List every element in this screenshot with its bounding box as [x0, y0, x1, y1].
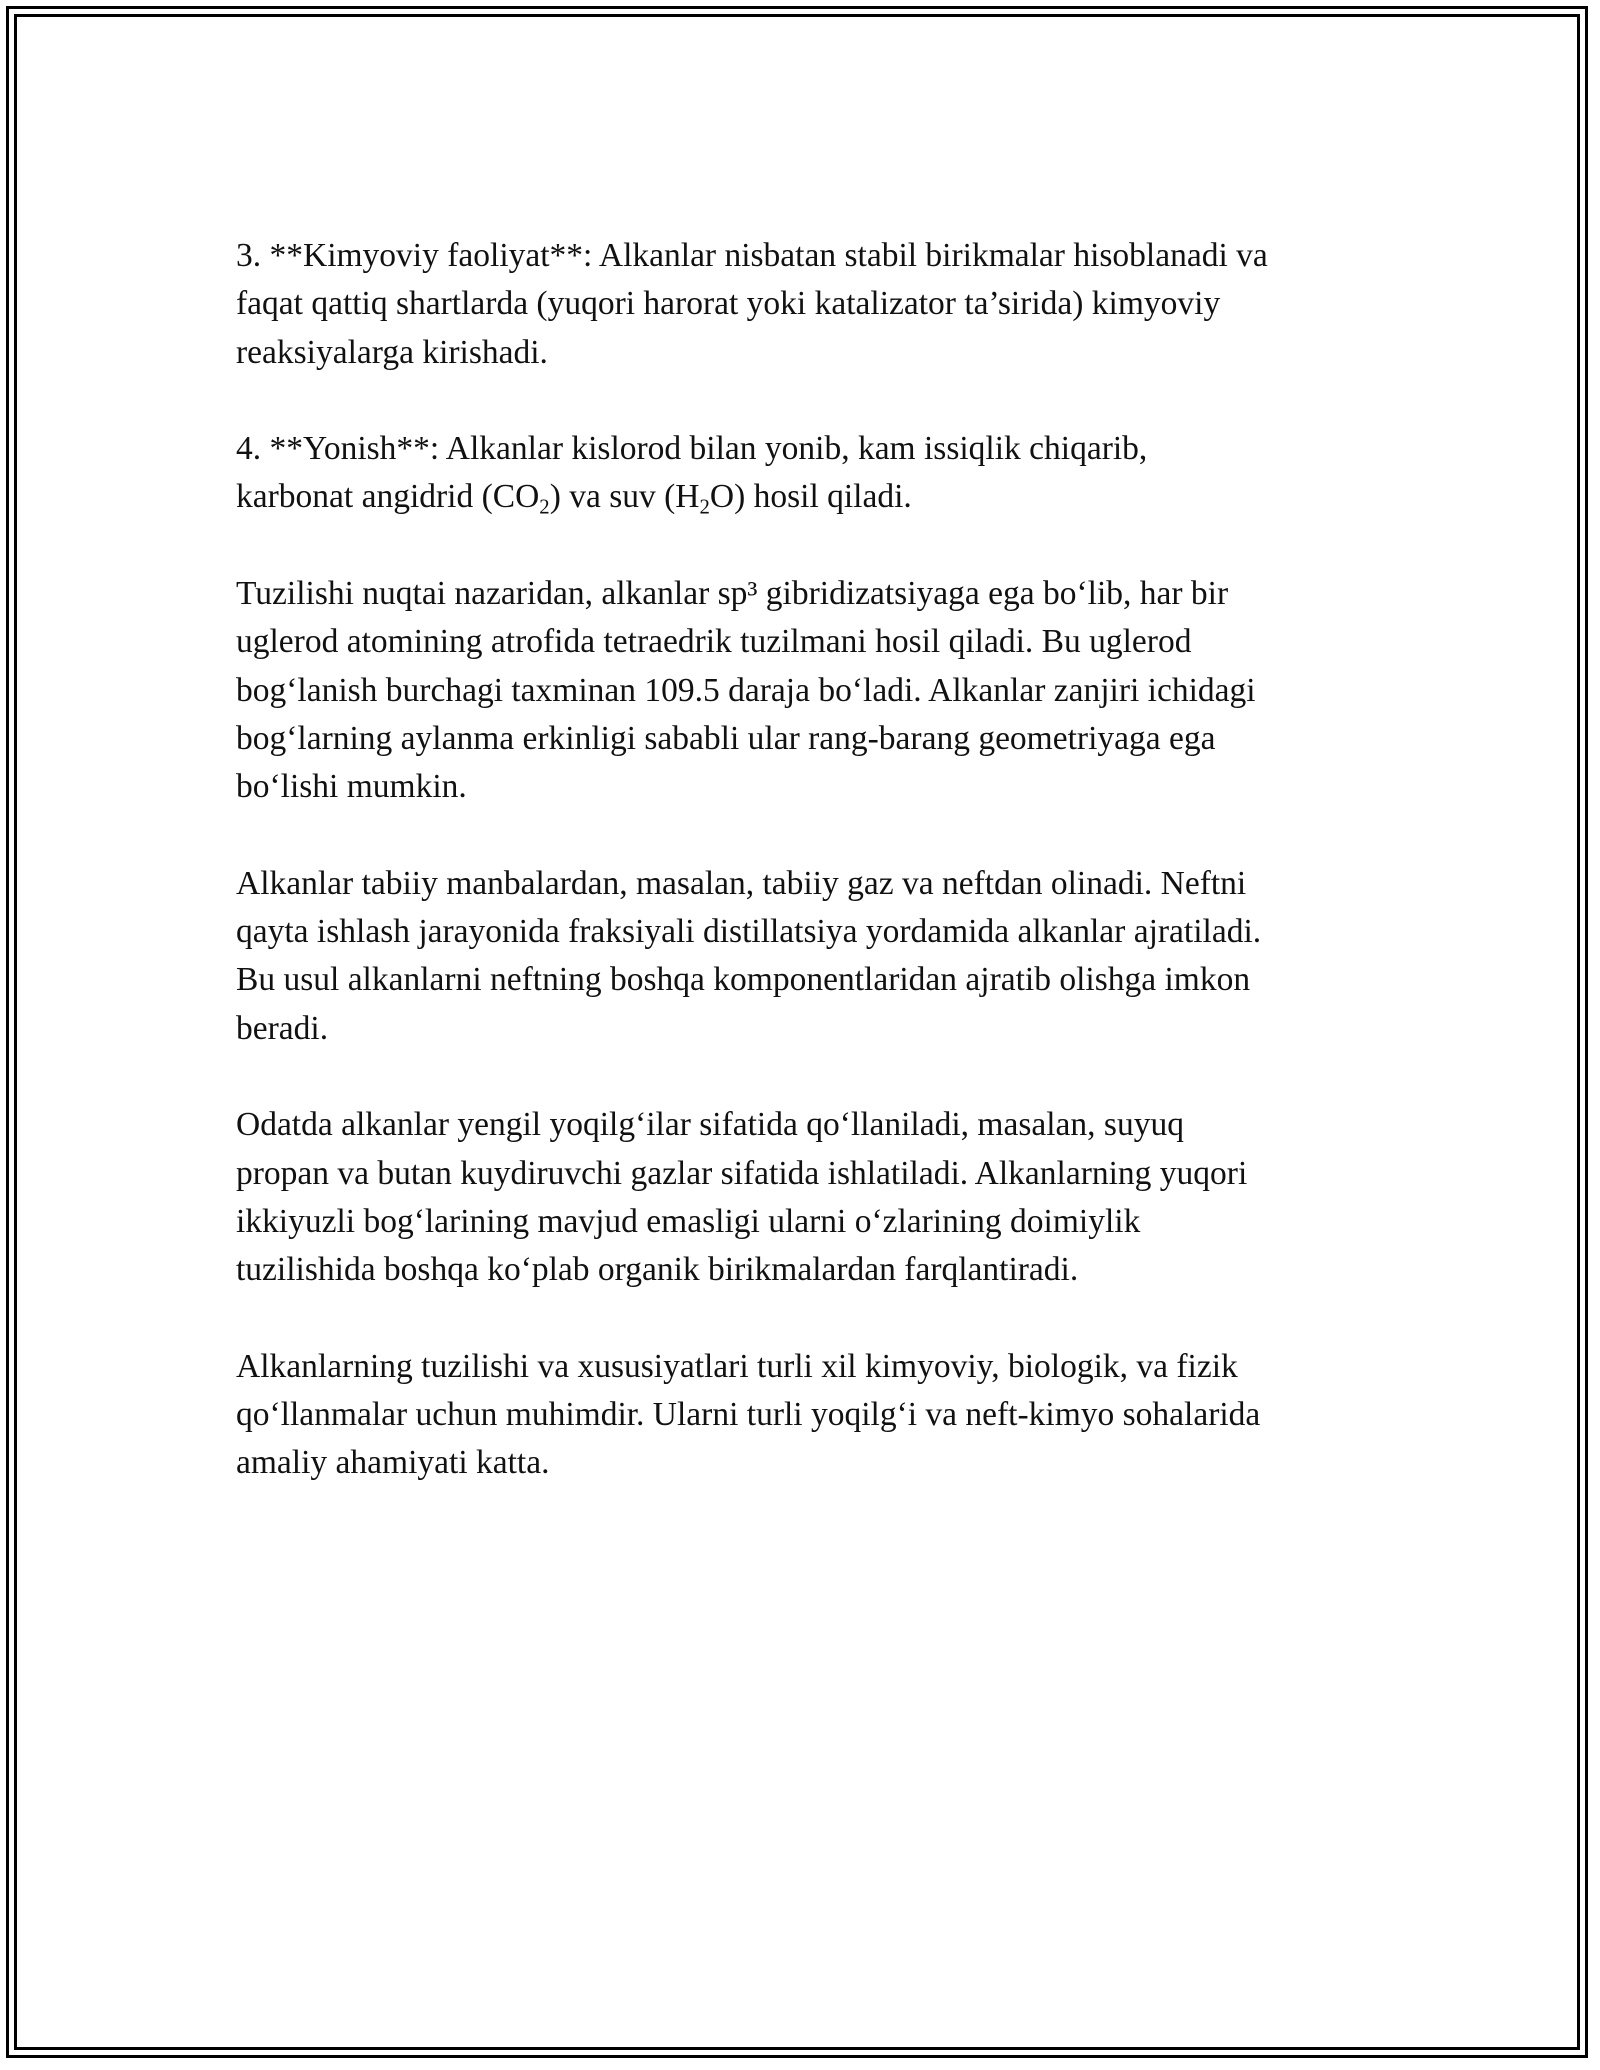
- text-line: Bu usul alkanlarni neftning boshqa komponentlaridan ajratib olishga imkon: [236, 961, 1251, 999]
- text-line: Alkanlarning tuzilishi va xususiyatlari turli xil kimyoviy, biologik, va fizik: [236, 1347, 1238, 1385]
- text-line: propan va butan kuydiruvchi gazlar sifatida ishlatiladi. Alkanlarning yuqori: [236, 1154, 1248, 1192]
- paragraph-combustion: [236, 425, 1376, 522]
- text-segment: karbonat angidrid (CO: [236, 478, 540, 516]
- text-line-formula: [236, 473, 1376, 521]
- text-line: faqat qattiq shartlarda (yuqori harorat yoki katalizator ta’sirida) kimyoviy: [236, 285, 1221, 323]
- subscript: 2: [699, 496, 710, 520]
- text-line: 3. **Kimyoviy faoliyat**: Alkanlar nisbatan stabil birikmalar hisoblanadi va: [236, 237, 1268, 274]
- text-line: 4. **Yonish**: Alkanlar kislorod bilan yonib, kam issiqlik chiqarib,: [236, 430, 1148, 468]
- paragraph-structure: [236, 570, 1376, 811]
- document-body: [236, 232, 1376, 1536]
- paragraph-chemical-activity: [236, 232, 1376, 377]
- text-line: bog‘larning aylanma erkinligi sababli ular rang-barang geometriyaga ega: [236, 719, 1216, 757]
- paragraph-importance: [236, 1343, 1376, 1488]
- text-line: amaliy ahamiyati katta.: [236, 1444, 550, 1482]
- text-line: bo‘lishi mumkin.: [236, 768, 467, 806]
- text-line: Tuzilishi nuqtai nazaridan, alkanlar sp³ gibridizatsiyaga ega bo‘lib, har bir: [236, 575, 1229, 613]
- paragraph-uses: [236, 1101, 1376, 1294]
- text-line: beradi.: [236, 1009, 329, 1047]
- subscript: 2: [539, 496, 550, 520]
- paragraph-sources: [236, 860, 1376, 1053]
- text-line: Odatda alkanlar yengil yoqilg‘ilar sifatida qo‘llaniladi, masalan, suyuq: [236, 1106, 1184, 1144]
- text-segment: ) va suv (H: [549, 478, 700, 516]
- text-line: tuzilishida boshqa ko‘plab organik birikmalardan farqlantiradi.: [236, 1251, 1079, 1289]
- text-line: qo‘llanmalar uchun muhimdir. Ularni turli yoqilg‘i va neft-kimyo sohalarida: [236, 1396, 1261, 1434]
- text-line: reaksiyalarga kirishadi.: [236, 333, 548, 371]
- text-line: Alkanlar tabiiy manbalardan, masalan, tabiiy gaz va neftdan olinadi. Neftni: [236, 864, 1247, 902]
- text-segment: O) hosil qiladi.: [709, 478, 912, 516]
- text-line: uglerod atomining atrofida tetraedrik tuzilmani hosil qiladi. Bu uglerod: [236, 623, 1192, 661]
- text-line: bog‘lanish burchagi taxminan 109.5 daraja bo‘ladi. Alkanlar zanjiri ichidagi: [236, 671, 1256, 709]
- text-line: qayta ishlash jarayonida fraksiyali distillatsiya yordamida alkanlar ajratiladi.: [236, 913, 1262, 951]
- text-line: ikkiyuzli bog‘larining mavjud emasligi ularni o‘zlarining doimiylik: [236, 1202, 1141, 1240]
